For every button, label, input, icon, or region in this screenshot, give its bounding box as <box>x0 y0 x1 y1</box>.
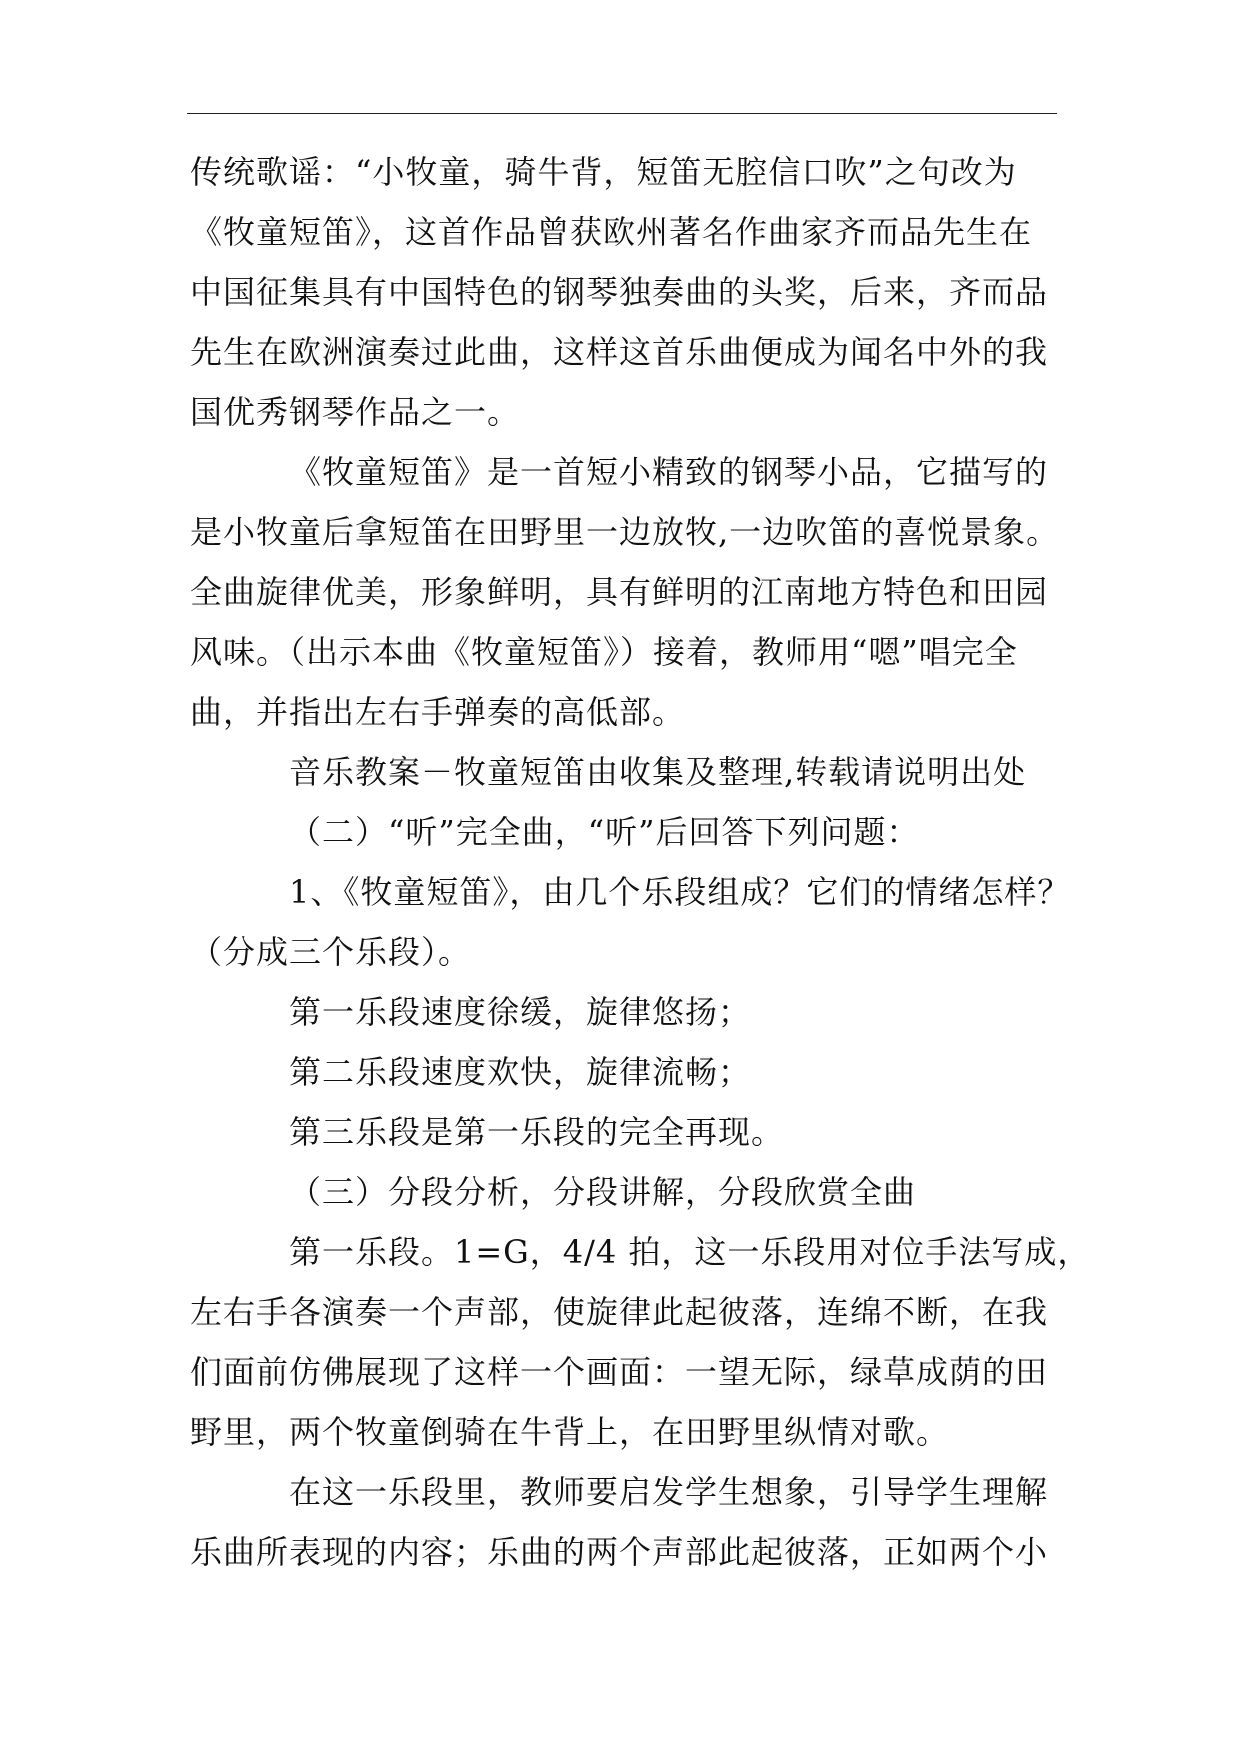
text-line: 先生在欧洲演奏过此曲，这样这首乐曲便成为闻名中外的我 <box>190 333 1049 371</box>
text-line: 在这一乐段里，教师要启发学生想象，引导学生理解 <box>289 1473 1049 1511</box>
text-line: 野里，两个牧童倒骑在牛背上，在田野里纵情对歌。 <box>190 1413 950 1451</box>
text-line: 第一乐段速度徐缓，旋律悠扬； <box>289 993 752 1031</box>
text-line: 《牧童短笛》是一首短小精致的钢琴小品，它描写的 <box>289 453 1049 491</box>
text-line: 音乐教案－牧童短笛由收集及整理,转载请说明出处 <box>289 753 1027 791</box>
text-line: 国优秀钢琴作品之一。 <box>190 393 521 431</box>
text-line: 们面前仿佛展现了这样一个画面：一望无际，绿草成荫的田 <box>190 1353 1049 1391</box>
text-line: 是小牧童后拿短笛在田野里一边放牧,一边吹笛的喜悦景象。 <box>190 513 1060 551</box>
text-line: 第三乐段是第一乐段的完全再现。 <box>289 1113 785 1151</box>
text-line: （二）“听”完全曲，“听”后回答下列问题： <box>289 813 920 851</box>
text-line: 1、《牧童短笛》，由几个乐段组成？它们的情绪怎样？ <box>289 873 1071 911</box>
header-rule <box>187 113 1057 114</box>
text-line: 中国征集具有中国特色的钢琴独奏曲的头奖，后来，齐而品 <box>190 273 1049 311</box>
text-line: 曲，并指出左右手弹奏的高低部。 <box>190 693 686 731</box>
text-line: 全曲旋律优美，形象鲜明，具有鲜明的江南地方特色和田园 <box>190 573 1049 611</box>
text-line: 风味。（出示本曲《牧童短笛》）接着，教师用“嗯”唱完全 <box>190 633 1018 671</box>
text-line: 第一乐段。1=G，4/4 拍，这一乐段用对位手法写成， <box>289 1233 1091 1271</box>
text-line: 左右手各演奏一个声部，使旋律此起彼落，连绵不断，在我 <box>190 1293 1049 1331</box>
text-line: 乐曲所表现的内容；乐曲的两个声部此起彼落，正如两个小 <box>190 1533 1049 1571</box>
text-line: （三）分段分析，分段讲解，分段欣赏全曲 <box>289 1173 917 1211</box>
text-line: 传统歌谣：“小牧童，骑牛背，短笛无腔信口吹”之句改为 <box>190 153 1017 191</box>
text-line: 第二乐段速度欢快，旋律流畅； <box>289 1053 752 1091</box>
text-line: （分成三个乐段）。 <box>190 933 472 971</box>
text-line: 《牧童短笛》，这首作品曾获欧州著名作曲家齐而品先生在 <box>190 213 1033 251</box>
